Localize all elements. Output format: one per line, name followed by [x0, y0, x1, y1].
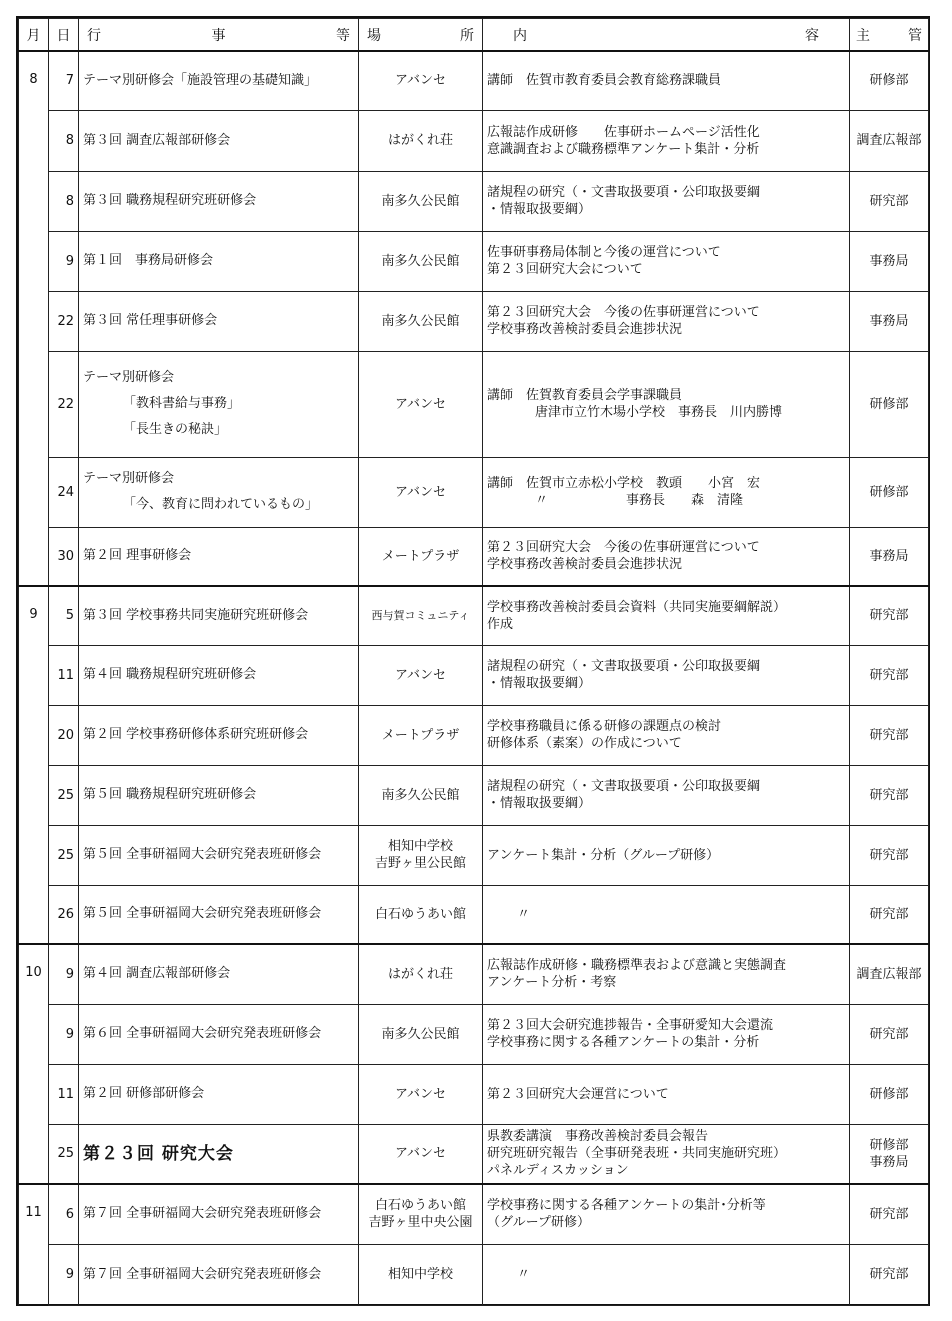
table-row — [19, 944, 929, 1004]
content-cell — [483, 110, 850, 171]
event-cell — [79, 825, 359, 885]
event-cell — [79, 765, 359, 825]
event-cell — [79, 1064, 359, 1124]
organizer-cell — [850, 351, 929, 457]
event-line: 第４回 調査広報部研修会 — [83, 966, 231, 982]
event-cell — [79, 291, 359, 351]
place-cell — [359, 51, 483, 110]
organizer-cell — [850, 110, 929, 171]
organizer-line: 研修部 — [869, 73, 909, 89]
place-line: 南多久公民館 — [381, 253, 460, 269]
event-cell — [79, 645, 359, 705]
place-line: アバンセ — [395, 396, 446, 412]
content-line: 学校事務改善検討委員会進捗状況 — [487, 322, 683, 337]
content-cell — [483, 586, 850, 645]
content-cell — [483, 1004, 850, 1064]
event-line: 第５回 全事研福岡大会研究発表班研修会 — [83, 906, 322, 922]
content-line: 〃 — [517, 1267, 531, 1282]
event-line: 「長生きの秘訣」 — [123, 422, 228, 437]
day-cell: 11 — [49, 1064, 79, 1124]
day-cell: 9 — [49, 1244, 79, 1305]
place-cell — [359, 1244, 483, 1305]
event-line: 第３回 調査広報部研修会 — [83, 132, 231, 148]
place-cell — [359, 1184, 483, 1244]
place-line: 南多久公民館 — [381, 787, 460, 803]
organizer-cell — [850, 885, 929, 944]
month-cell: 11 — [19, 1184, 49, 1305]
table-row — [19, 351, 929, 457]
content-line: 学校事務に関する各種アンケートの集計・分析 — [487, 1035, 760, 1050]
event-cell — [79, 1244, 359, 1305]
header-content-char: 内 — [513, 27, 527, 44]
day-cell: 6 — [49, 1184, 79, 1244]
day-cell: 8 — [49, 110, 79, 171]
event-line: 「今、教育に問われているもの」 — [123, 497, 319, 512]
organizer-line: 研修部 — [869, 1137, 909, 1153]
organizer-line: 研究部 — [869, 1206, 909, 1222]
organizer-line: 研究部 — [869, 1026, 909, 1042]
content-line: 講師 佐賀市教育委員会教育総務課職員 — [487, 73, 722, 89]
event-line: 第３回 常任理事研修会 — [83, 313, 218, 328]
day-cell: 9 — [49, 1004, 79, 1064]
content-cell — [483, 1244, 850, 1305]
organizer-cell — [850, 51, 929, 110]
place-cell — [359, 351, 483, 457]
event-cell — [79, 705, 359, 765]
event-line: 第２３回 研究大会 — [83, 1143, 234, 1164]
place-line: 南多久公民館 — [381, 1026, 460, 1042]
event-cell — [79, 944, 359, 1004]
content-line: 佐事研事務局体制と今後の運営について — [487, 245, 721, 260]
organizer-cell — [850, 586, 929, 645]
header-content — [483, 19, 850, 52]
place-line: 白石ゆうあい館 — [374, 906, 466, 922]
event-line: 第３回 職務規程研究班研修会 — [83, 193, 257, 208]
organizer-line: 調査広報部 — [856, 966, 922, 982]
place-line: はがくれ荘 — [387, 966, 453, 982]
day-cell: 9 — [49, 231, 79, 291]
organizer-line: 研修部 — [869, 484, 909, 500]
place-cell — [359, 171, 483, 231]
table-row — [19, 705, 929, 765]
table-row — [19, 1244, 929, 1305]
organizer-line: 研究部 — [869, 847, 909, 863]
content-line: 学校事務改善検討委員会資料（共同実施要綱解説） — [487, 599, 787, 615]
table-row — [19, 110, 929, 171]
day-cell: 22 — [49, 291, 79, 351]
organizer-line: 事務局 — [869, 313, 909, 329]
content-line: 諸規程の研究（・文書取扱要項・公印取扱要綱 — [487, 185, 761, 200]
content-line: 作成 — [487, 616, 514, 632]
organizer-cell — [850, 705, 929, 765]
table-row — [19, 1184, 929, 1244]
event-line: 第７回 全事研福岡大会研究発表班研修会 — [83, 1266, 322, 1282]
content-cell — [483, 457, 850, 527]
event-cell — [79, 231, 359, 291]
day-cell: 22 — [49, 351, 79, 457]
content-line: ・情報取扱要綱） — [487, 676, 592, 691]
schedule-body — [19, 51, 929, 1305]
header-place — [359, 19, 483, 52]
place-cell — [359, 885, 483, 944]
place-line: 吉野ヶ里公民館 — [374, 856, 466, 871]
place-line: 南多久公民館 — [381, 313, 460, 329]
place-cell — [359, 645, 483, 705]
content-line: 〃 事務長 森 清隆 — [535, 493, 744, 508]
header-event-char: 行 — [87, 27, 101, 44]
place-cell — [359, 527, 483, 586]
day-cell: 8 — [49, 171, 79, 231]
event-line: テーマ別研修会 — [83, 471, 175, 486]
event-line: 第１回 事務局研修会 — [83, 253, 214, 268]
organizer-line: 研究部 — [869, 193, 909, 209]
content-cell — [483, 825, 850, 885]
header-place-char: 所 — [460, 27, 474, 44]
content-cell — [483, 1124, 850, 1184]
content-line: 講師 佐賀市立赤松小学校 教頭 小宮 宏 — [487, 476, 761, 491]
content-line: 第２３回大会研究進捗報告・全事研愛知大会還流 — [487, 1018, 774, 1033]
day-cell: 5 — [49, 586, 79, 645]
event-line: 第４回 職務規程研究班研修会 — [83, 667, 257, 682]
organizer-cell — [850, 645, 929, 705]
header-organizer-char: 主 — [856, 27, 870, 44]
day-cell: 24 — [49, 457, 79, 527]
place-line: メートプラザ — [381, 727, 460, 743]
day-cell: 26 — [49, 885, 79, 944]
organizer-cell — [850, 171, 929, 231]
content-line: 広報誌作成研修 佐事研ホームページ活性化 — [487, 124, 760, 140]
place-cell — [359, 291, 483, 351]
content-line: 第２３回研究大会 今後の佐事研運営について — [487, 540, 760, 556]
content-line: 第２３回研究大会について — [487, 262, 643, 277]
content-line: アンケート分析・考察 — [487, 975, 617, 991]
place-cell — [359, 457, 483, 527]
event-line: 第７回 全事研福岡大会研究発表班研修会 — [83, 1206, 322, 1222]
content-line: 諸規程の研究（・文書取扱要項・公印取扱要綱 — [487, 779, 761, 794]
content-cell — [483, 705, 850, 765]
day-cell: 11 — [49, 645, 79, 705]
day-cell: 20 — [49, 705, 79, 765]
header-organizer-char: 管 — [908, 27, 922, 44]
event-cell — [79, 1184, 359, 1244]
content-line: 学校事務改善検討委員会進捗状況 — [487, 557, 683, 573]
content-line: （グループ研修） — [487, 1215, 590, 1231]
place-cell — [359, 765, 483, 825]
organizer-line: 研修部 — [869, 396, 909, 412]
place-cell — [359, 1124, 483, 1184]
event-line: 第３回 学校事務共同実施研究班研修会 — [83, 607, 309, 623]
content-cell — [483, 885, 850, 944]
event-cell — [79, 1124, 359, 1184]
header-event-char: 等 — [336, 27, 350, 44]
header-row — [19, 19, 929, 52]
content-cell — [483, 1064, 850, 1124]
organizer-line: 研究部 — [869, 1267, 909, 1282]
place-line: 相知中学校 — [387, 839, 453, 854]
event-cell — [79, 51, 359, 110]
place-cell — [359, 825, 483, 885]
table-row — [19, 171, 929, 231]
place-line: アバンセ — [395, 1086, 446, 1102]
place-line: アバンセ — [395, 73, 446, 89]
table-row — [19, 457, 929, 527]
content-line: 諸規程の研究（・文書取扱要項・公印取扱要綱 — [487, 659, 761, 674]
organizer-line: 研究部 — [869, 667, 909, 683]
content-line: 唐津市立竹木場小学校 事務長 川内勝博 — [535, 405, 783, 420]
event-line: 第５回 全事研福岡大会研究発表班研修会 — [83, 847, 322, 862]
organizer-cell — [850, 1124, 929, 1184]
content-cell — [483, 231, 850, 291]
content-line: 学校事務に関する各種アンケートの集計･分析等 — [487, 1198, 766, 1214]
event-cell — [79, 110, 359, 171]
place-cell — [359, 1004, 483, 1064]
organizer-cell — [850, 944, 929, 1004]
content-cell — [483, 171, 850, 231]
content-cell — [483, 1184, 850, 1244]
organizer-cell — [850, 527, 929, 586]
table-row — [19, 291, 929, 351]
place-line: 南多久公民館 — [381, 193, 460, 209]
content-cell — [483, 527, 850, 586]
month-cell: 8 — [19, 51, 49, 586]
place-cell — [359, 944, 483, 1004]
place-line: 相知中学校 — [387, 1267, 453, 1282]
content-line: アンケート集計・分析（グループ研修） — [487, 847, 720, 863]
table-row — [19, 1064, 929, 1124]
place-line: 吉野ヶ里中央公園 — [368, 1215, 473, 1231]
header-event — [79, 19, 359, 52]
place-cell — [359, 586, 483, 645]
table-row — [19, 51, 929, 110]
day-cell: 7 — [49, 51, 79, 110]
header-content-char: 容 — [805, 27, 819, 44]
event-line: 第２回 研修部研修会 — [83, 1086, 205, 1101]
event-cell — [79, 527, 359, 586]
place-line: 白石ゆうあい館 — [374, 1198, 466, 1214]
event-line: 第２回 学校事務研修体系研究班研修会 — [83, 727, 309, 742]
content-line: ・情報取扱要綱） — [487, 202, 592, 217]
place-line: はがくれ荘 — [387, 133, 453, 148]
organizer-line: 事務局 — [869, 548, 909, 564]
organizer-line: 研究部 — [869, 906, 909, 922]
day-cell: 30 — [49, 527, 79, 586]
organizer-line: 事務局 — [869, 1154, 909, 1170]
place-line: アバンセ — [395, 667, 446, 683]
content-cell — [483, 944, 850, 1004]
place-cell — [359, 705, 483, 765]
organizer-cell — [850, 1064, 929, 1124]
table-row — [19, 885, 929, 944]
content-line: 講師 佐賀教育委員会学事課職員 — [487, 388, 683, 403]
content-cell — [483, 351, 850, 457]
content-cell — [483, 291, 850, 351]
event-line: 第５回 職務規程研究班研修会 — [83, 787, 257, 802]
place-cell — [359, 231, 483, 291]
content-line: 第２３回研究大会 今後の佐事研運営について — [487, 305, 760, 320]
organizer-cell — [850, 825, 929, 885]
content-line: 意識調査および職務標準アンケート集計・分析 — [487, 141, 760, 157]
organizer-cell — [850, 1244, 929, 1305]
header-place-char: 場 — [367, 27, 381, 44]
table-row — [19, 825, 929, 885]
content-line: 第２３回研究大会運営について — [487, 1086, 669, 1102]
content-line: 〃 — [517, 906, 531, 922]
organizer-cell — [850, 765, 929, 825]
organizer-line: 調査広報部 — [856, 133, 922, 148]
organizer-line: 研究部 — [869, 787, 909, 803]
month-cell: 10 — [19, 944, 49, 1184]
organizer-line: 研究部 — [869, 608, 909, 624]
table-row — [19, 1004, 929, 1064]
table-row — [19, 1124, 929, 1184]
event-line: テーマ別研修会「施設管理の基礎知識」 — [83, 72, 318, 88]
place-line: メートプラザ — [381, 548, 460, 564]
place-cell — [359, 110, 483, 171]
schedule-sheet — [16, 16, 930, 1306]
event-cell — [79, 351, 359, 457]
month-cell: 9 — [19, 586, 49, 944]
event-cell — [79, 586, 359, 645]
header-month: 月 — [19, 19, 49, 52]
organizer-cell — [850, 1184, 929, 1244]
table-row — [19, 586, 929, 645]
table-row — [19, 527, 929, 586]
event-line: 「教科書給与事務」 — [123, 396, 241, 411]
header-organizer — [850, 19, 929, 52]
table-row — [19, 645, 929, 705]
event-cell — [79, 1004, 359, 1064]
organizer-cell — [850, 291, 929, 351]
day-cell: 9 — [49, 944, 79, 1004]
content-line: ・情報取扱要綱） — [487, 796, 592, 811]
content-line: パネルディスカッション — [487, 1163, 629, 1179]
event-line: 第６回 全事研福岡大会研究発表班研修会 — [83, 1026, 322, 1041]
event-cell — [79, 885, 359, 944]
content-cell — [483, 765, 850, 825]
content-line: 県教委講演 事務改善検討委員会報告 — [487, 1129, 709, 1145]
content-line: 学校事務職員に係る研修の課題点の検討 — [487, 719, 722, 734]
table-row — [19, 765, 929, 825]
day-cell: 25 — [49, 765, 79, 825]
event-cell — [79, 171, 359, 231]
content-cell — [483, 645, 850, 705]
content-line: 広報誌作成研修・職務標準表および意識と実態調査 — [487, 958, 787, 974]
organizer-cell — [850, 457, 929, 527]
place-line: アバンセ — [395, 1146, 446, 1162]
organizer-line: 研究部 — [869, 727, 909, 743]
place-line: 西与賀コミュニティ — [371, 609, 470, 623]
header-day: 日 — [49, 19, 79, 52]
table-row — [19, 231, 929, 291]
day-cell: 25 — [49, 825, 79, 885]
content-cell — [483, 51, 850, 110]
organizer-line: 事務局 — [869, 253, 909, 269]
organizer-line: 研修部 — [869, 1086, 909, 1102]
organizer-cell — [850, 1004, 929, 1064]
organizer-cell — [850, 231, 929, 291]
header-event-char: 事 — [211, 27, 226, 44]
event-line: 第２回 理事研修会 — [83, 548, 192, 564]
content-line: 研修体系（素案）の作成について — [487, 736, 682, 751]
day-cell: 25 — [49, 1124, 79, 1184]
place-cell — [359, 1064, 483, 1124]
event-line: テーマ別研修会 — [83, 370, 175, 385]
content-line: 研究班研究報告（全事研発表班・共同実施研究班） — [487, 1146, 787, 1162]
schedule-table — [18, 18, 929, 1306]
event-cell — [79, 457, 359, 527]
place-line: アバンセ — [395, 484, 446, 500]
